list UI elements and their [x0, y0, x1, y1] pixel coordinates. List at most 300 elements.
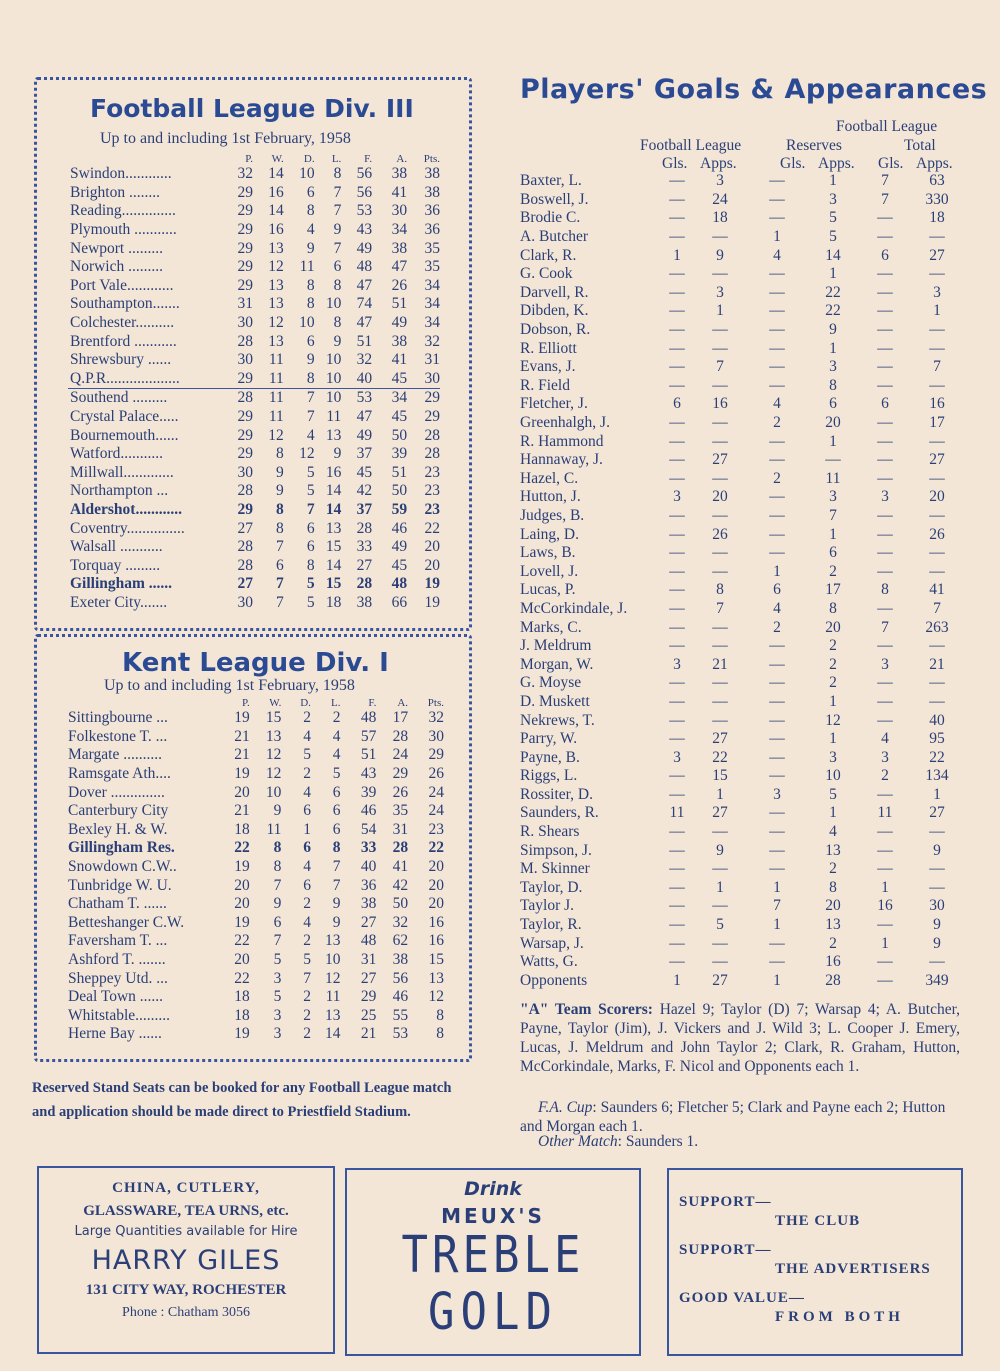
stat-w: 12 [265, 746, 282, 764]
player-name: Dibden, K. [520, 302, 589, 320]
player-ra: 5 [829, 209, 837, 227]
stat-pts: 19 [424, 593, 440, 611]
stat-p: 20 [234, 783, 250, 801]
table-row [520, 786, 960, 805]
player-flg: — [669, 525, 685, 543]
table-row [520, 191, 960, 210]
stat-a: 41 [391, 351, 408, 369]
table-row [520, 711, 960, 730]
stat-p: 21 [234, 746, 250, 764]
stat-p: 19 [234, 709, 250, 727]
player-ra: 2 [829, 562, 837, 580]
player-flg: — [669, 209, 685, 227]
stat-f: 28 [356, 519, 373, 537]
col-p: P. [245, 152, 253, 165]
table-row [520, 637, 960, 656]
table-row [520, 804, 960, 823]
player-ta: 330 [925, 190, 949, 208]
player-rg: 2 [773, 469, 781, 487]
stat-p: 19 [234, 913, 250, 931]
player-ra: 8 [829, 878, 837, 896]
team-name: Betteshanger C.W. [68, 913, 185, 931]
player-fla: 24 [712, 190, 728, 208]
stat-a: 39 [391, 445, 408, 463]
stat-f: 47 [356, 314, 373, 332]
stat-d: 8 [306, 369, 315, 387]
player-ra: 2 [829, 655, 837, 673]
stat-a: 28 [392, 839, 409, 857]
stat-f: 46 [360, 802, 377, 820]
player-name: Laws, B. [520, 544, 576, 562]
stat-a: 38 [391, 165, 408, 183]
support-line3: SUPPORT— [679, 1242, 772, 1258]
hdr-total-line2: Total [904, 137, 936, 154]
team-name: Southend ......... [68, 389, 224, 408]
stat-w: 15 [265, 709, 282, 727]
a-team-label: "A" Team Scorers: [520, 1001, 653, 1018]
stat-p: 27 [237, 575, 253, 593]
table-row [520, 432, 960, 451]
stat-d: 4 [306, 426, 315, 444]
table-row [520, 302, 960, 321]
player-ta: 7 [933, 599, 941, 617]
stat-l: 2 [332, 709, 341, 727]
stat-w: 16 [268, 221, 284, 239]
stat-p: 20 [234, 895, 250, 913]
team-name: Brentford ........... [70, 332, 177, 350]
stat-f: 74 [356, 295, 373, 313]
player-fla: 7 [716, 599, 724, 617]
player-rg: — [769, 265, 785, 283]
stat-l: 9 [333, 445, 342, 463]
player-rg: 4 [773, 599, 781, 617]
col-a: A. [397, 696, 409, 709]
stat-d: 5 [303, 951, 311, 969]
table-row [66, 914, 444, 933]
stat-l: 13 [325, 519, 342, 537]
player-ra: 1 [829, 432, 837, 450]
player-rg: 1 [773, 228, 781, 246]
table-row [520, 358, 960, 377]
stat-f: 33 [360, 839, 377, 857]
col-l: L. [331, 152, 342, 165]
player-tg: — [877, 414, 893, 432]
stat-w: 13 [268, 332, 284, 350]
player-name: Marks, C. [520, 618, 582, 636]
stat-d: 4 [303, 858, 311, 876]
stat-l: 13 [325, 932, 341, 950]
player-ra: 7 [829, 506, 837, 524]
hdr-reserves: Reserves [786, 137, 842, 154]
table-row [520, 525, 960, 544]
player-ra: 1 [829, 730, 837, 748]
stat-l: 14 [325, 500, 342, 518]
player-ta: — [929, 562, 945, 580]
stat-l: 7 [333, 202, 342, 220]
player-ta: 30 [929, 897, 945, 915]
table-row [68, 239, 440, 258]
player-fla: 8 [716, 581, 724, 599]
player-ta: 18 [929, 209, 945, 227]
stat-l: 9 [332, 895, 341, 913]
stat-d: 5 [303, 746, 311, 764]
hdr-fl-gls: Gls. [662, 155, 688, 172]
stat-d: 6 [303, 839, 311, 857]
player-ra: 5 [829, 785, 837, 803]
player-name: Lucas, P. [520, 581, 576, 599]
stat-w: 12 [265, 765, 282, 783]
player-rg: — [769, 804, 785, 822]
player-flg: — [669, 934, 685, 952]
stat-p: 28 [237, 482, 253, 500]
stat-l: 8 [333, 165, 342, 183]
stat-pts: 22 [424, 519, 440, 537]
stat-w: 11 [268, 408, 284, 426]
stat-f: 53 [356, 202, 373, 220]
table-row [520, 693, 960, 712]
stat-d: 6 [303, 802, 311, 820]
team-name: Folkestone T. ... [68, 727, 168, 745]
player-name: Baxter, L. [520, 172, 582, 190]
player-fla: 20 [712, 488, 728, 506]
player-name: G. Moyse [520, 674, 582, 692]
player-flg: 11 [669, 804, 685, 822]
stat-pts: 35 [424, 239, 440, 257]
stat-l: 4 [332, 727, 341, 745]
table-row [520, 916, 960, 935]
player-rg: 1 [773, 916, 781, 934]
col-pts: Pts. [427, 696, 444, 709]
stat-w: 13 [268, 239, 284, 257]
table-row [520, 953, 960, 972]
player-ra: 9 [829, 321, 837, 339]
player-ra: 1 [829, 692, 837, 710]
stat-l: 11 [326, 408, 342, 426]
stat-l: 12 [325, 969, 341, 987]
table-row [66, 728, 444, 747]
player-ta: 17 [929, 414, 945, 432]
player-ta: 9 [933, 916, 941, 934]
player-flg: — [669, 265, 685, 283]
stat-f: 51 [356, 332, 373, 350]
player-tg: — [877, 451, 893, 469]
player-flg: 3 [673, 655, 681, 673]
stat-f: 51 [360, 746, 377, 764]
table-row [66, 969, 444, 988]
player-fla: — [712, 637, 728, 655]
col-p: P. [242, 696, 250, 709]
stat-w: 13 [268, 295, 284, 313]
player-ta: — [929, 860, 945, 878]
stat-a: 46 [391, 519, 408, 537]
table-row [520, 897, 960, 916]
stat-w: 14 [268, 202, 284, 220]
player-name: Opponents [520, 971, 588, 989]
player-ta: — [929, 265, 945, 283]
giles-name: HARRY GILES [91, 1245, 281, 1276]
player-tg: 3 [881, 655, 889, 673]
table-row [66, 988, 444, 1007]
player-rg: — [769, 730, 785, 748]
stat-a: 45 [391, 369, 408, 387]
stat-d: 4 [303, 783, 311, 801]
table-row [66, 932, 444, 951]
stat-w: 6 [276, 556, 284, 574]
player-flg: — [669, 599, 685, 617]
player-ra: 14 [825, 246, 841, 264]
player-fla: — [712, 339, 728, 357]
stat-d: 7 [284, 389, 315, 408]
player-flg: — [669, 190, 685, 208]
player-name: Hazel, C. [520, 469, 579, 487]
team-name: Walsall ........... [70, 538, 163, 556]
stat-pts: 38 [424, 183, 440, 201]
stat-w: 7 [276, 575, 284, 593]
player-rg: — [769, 283, 785, 301]
stat-d: 2 [303, 1006, 311, 1024]
stat-f: 27 [360, 913, 377, 931]
table-row [520, 600, 960, 619]
table-row [520, 674, 960, 693]
stat-f: 32 [356, 351, 373, 369]
stat-d: 8 [306, 295, 315, 313]
player-ra: 6 [829, 544, 837, 562]
stat-p: 29 [237, 369, 253, 387]
team-name: Tunbridge W. U. [68, 876, 172, 894]
stat-a: 46 [392, 988, 409, 1006]
player-name: D. Muskett [520, 692, 590, 710]
stat-p: 29 [237, 258, 253, 276]
table-row [520, 470, 960, 489]
player-rg: 1 [773, 971, 781, 989]
player-ta: 22 [929, 748, 945, 766]
player-ra: 2 [829, 637, 837, 655]
player-flg: — [669, 544, 685, 562]
player-flg: 1 [673, 246, 681, 264]
player-ra: 10 [825, 767, 841, 785]
hdr-fl-apps: Apps. [700, 155, 737, 172]
players-title: Players' Goals & Appearances [520, 74, 988, 105]
player-flg: — [669, 823, 685, 841]
player-fla: 1 [716, 302, 724, 320]
stat-a: 50 [392, 895, 409, 913]
player-name: R. Hammond [520, 432, 604, 450]
stat-p: 27 [237, 519, 253, 537]
stat-pts: 15 [428, 951, 444, 969]
player-ta: 1 [933, 302, 941, 320]
a-team-text: Hazel 9; Taylor (D) 7; Warsap 4; A. Butcher, Payne, Taylor (Jim), J. Vickers and J. Wild 3; L. Cooper J. Emery, Lucas, J. Meldrum and John Taylor 2; Clark, R. Graham, Hutton, McCorkindale, Marks, F. Nicol and Opponents each 1. [520, 1001, 961, 1075]
player-ra: 4 [829, 823, 837, 841]
stat-w: 11 [253, 389, 284, 408]
stat-l: 10 [325, 295, 342, 313]
col-f: F. [368, 696, 377, 709]
stat-f: 47 [356, 276, 373, 294]
reserved-seats-notice: Reserved Stand Seats can be booked for any Football League match and application should be made direct to Priestfield Stadium. [32, 1080, 452, 1120]
stat-p: 29 [237, 183, 253, 201]
player-ta: — [929, 432, 945, 450]
player-ra: 13 [825, 841, 841, 859]
player-rg: 2 [773, 414, 781, 432]
player-ra: 12 [825, 711, 841, 729]
player-tg: — [877, 916, 893, 934]
stat-l: 18 [325, 593, 342, 611]
table-row [520, 507, 960, 526]
stat-p: 22 [234, 932, 250, 950]
stat-w: 8 [273, 858, 282, 876]
stat-w: 7 [276, 593, 284, 611]
stat-w: 7 [273, 932, 282, 950]
stat-w: 8 [276, 445, 284, 463]
stat-l: 10 [325, 369, 342, 387]
player-rg: 3 [773, 785, 781, 803]
stat-l: 13 [325, 426, 342, 444]
stat-d: 11 [299, 258, 315, 276]
table-row [520, 339, 960, 358]
div3-title: Football League Div. III [90, 94, 414, 123]
player-name: Judges, B. [520, 506, 585, 524]
player-ta: 27 [929, 804, 945, 822]
table-row [68, 389, 440, 408]
player-ra: 11 [825, 469, 841, 487]
player-flg: — [669, 860, 685, 878]
stat-d: 6 [306, 538, 315, 556]
stat-d: 1 [303, 820, 311, 838]
team-name: Gillingham Res. [68, 839, 175, 857]
stat-w: 6 [273, 913, 282, 931]
stat-f: 54 [360, 820, 377, 838]
player-ra: 3 [829, 488, 837, 506]
stat-a: 26 [392, 783, 409, 801]
player-fla: 7 [716, 358, 724, 376]
team-name: Dover .............. [68, 783, 165, 801]
stat-p: 30 [237, 314, 253, 332]
player-flg: — [669, 358, 685, 376]
player-fla: — [712, 432, 728, 450]
player-ta: 27 [929, 451, 945, 469]
stat-l: 5 [332, 765, 341, 783]
player-ta: 20 [929, 488, 945, 506]
team-name: Sittingbourne ... [68, 709, 168, 727]
player-ta: 63 [929, 172, 945, 190]
player-rg: — [769, 860, 785, 878]
stat-a: 42 [392, 876, 409, 894]
stat-d: 6 [306, 519, 315, 537]
player-flg: — [669, 376, 685, 394]
player-flg: — [669, 711, 685, 729]
table-row [520, 562, 960, 581]
player-rg: — [769, 209, 785, 227]
stat-f: 53 [341, 389, 372, 408]
table-row [520, 972, 960, 991]
stat-p: 30 [237, 463, 253, 481]
player-name: Boswell, J. [520, 190, 589, 208]
stat-f: 38 [356, 593, 373, 611]
table-row [520, 934, 960, 953]
player-name: McCorkindale, J. [520, 599, 628, 617]
stat-p: 29 [237, 500, 253, 518]
player-fla: 22 [712, 748, 728, 766]
player-name: Hannaway, J. [520, 451, 603, 469]
player-tg: — [877, 283, 893, 301]
table-row [520, 451, 960, 470]
player-flg: 1 [673, 971, 681, 989]
player-tg: 3 [881, 748, 889, 766]
stat-pts: 38 [424, 165, 440, 183]
player-name: Laing, D. [520, 525, 579, 543]
player-name: Greenhalgh, J. [520, 414, 610, 432]
player-rg: — [769, 953, 785, 971]
player-name: Nekrews, T. [520, 711, 595, 729]
player-tg: 3 [881, 488, 889, 506]
team-name: Canterbury City [68, 802, 169, 820]
table-row [68, 575, 440, 594]
stat-pts: 23 [424, 482, 440, 500]
stat-d: 5 [306, 482, 315, 500]
stat-a: 53 [392, 1025, 409, 1043]
stat-l: 10 [325, 351, 342, 369]
table-row [68, 464, 440, 483]
stat-l: 15 [325, 538, 342, 556]
stat-d: 7 [306, 500, 315, 518]
player-rg: — [769, 674, 785, 692]
stat-a: 26 [391, 276, 408, 294]
player-rg: 2 [773, 618, 781, 636]
stat-a: 29 [392, 765, 409, 783]
player-ta: 134 [925, 767, 949, 785]
stat-a: 51 [391, 463, 408, 481]
team-name: Northampton ... [70, 482, 169, 500]
div3-table [68, 152, 440, 612]
stat-a: 24 [392, 746, 409, 764]
table-row [520, 228, 960, 247]
player-ra: 22 [825, 302, 841, 320]
player-fla: — [712, 265, 728, 283]
stat-l: 8 [333, 276, 342, 294]
player-ta: — [929, 469, 945, 487]
stat-pts: 34 [424, 295, 440, 313]
stat-f: 48 [360, 932, 377, 950]
stat-w: 11 [268, 369, 284, 387]
stat-d: 9 [306, 239, 315, 257]
stat-d: 12 [299, 445, 315, 463]
stat-pts: 13 [428, 969, 444, 987]
player-tg: 4 [881, 730, 889, 748]
player-ta: — [929, 823, 945, 841]
player-flg: — [669, 692, 685, 710]
stat-pts: 32 [424, 332, 440, 350]
player-ta: — [929, 878, 945, 896]
stat-l: 16 [325, 463, 342, 481]
stat-l: 6 [332, 820, 341, 838]
player-name: Dobson, R. [520, 321, 591, 339]
hdr-total-line1: Football League [836, 118, 938, 135]
table-row [66, 895, 444, 914]
stat-a: 49 [391, 314, 408, 332]
player-fla: — [712, 562, 728, 580]
stat-l: 6 [332, 783, 341, 801]
stat-f: 49 [356, 426, 373, 444]
player-flg: — [669, 469, 685, 487]
player-ta: 21 [929, 655, 945, 673]
hdr-tot-gls: Gls. [878, 155, 904, 172]
player-rg: — [769, 358, 785, 376]
stat-d: 5 [306, 575, 315, 593]
col-w: W. [271, 152, 284, 165]
ad-meux [345, 1168, 641, 1356]
fa-cup-text: : Saunders 6; Fletcher 5; Clark and Payne each 2; Hutton and Morgan each 1. [520, 1099, 946, 1135]
stat-a: 55 [392, 1006, 409, 1024]
player-tg: — [877, 971, 893, 989]
